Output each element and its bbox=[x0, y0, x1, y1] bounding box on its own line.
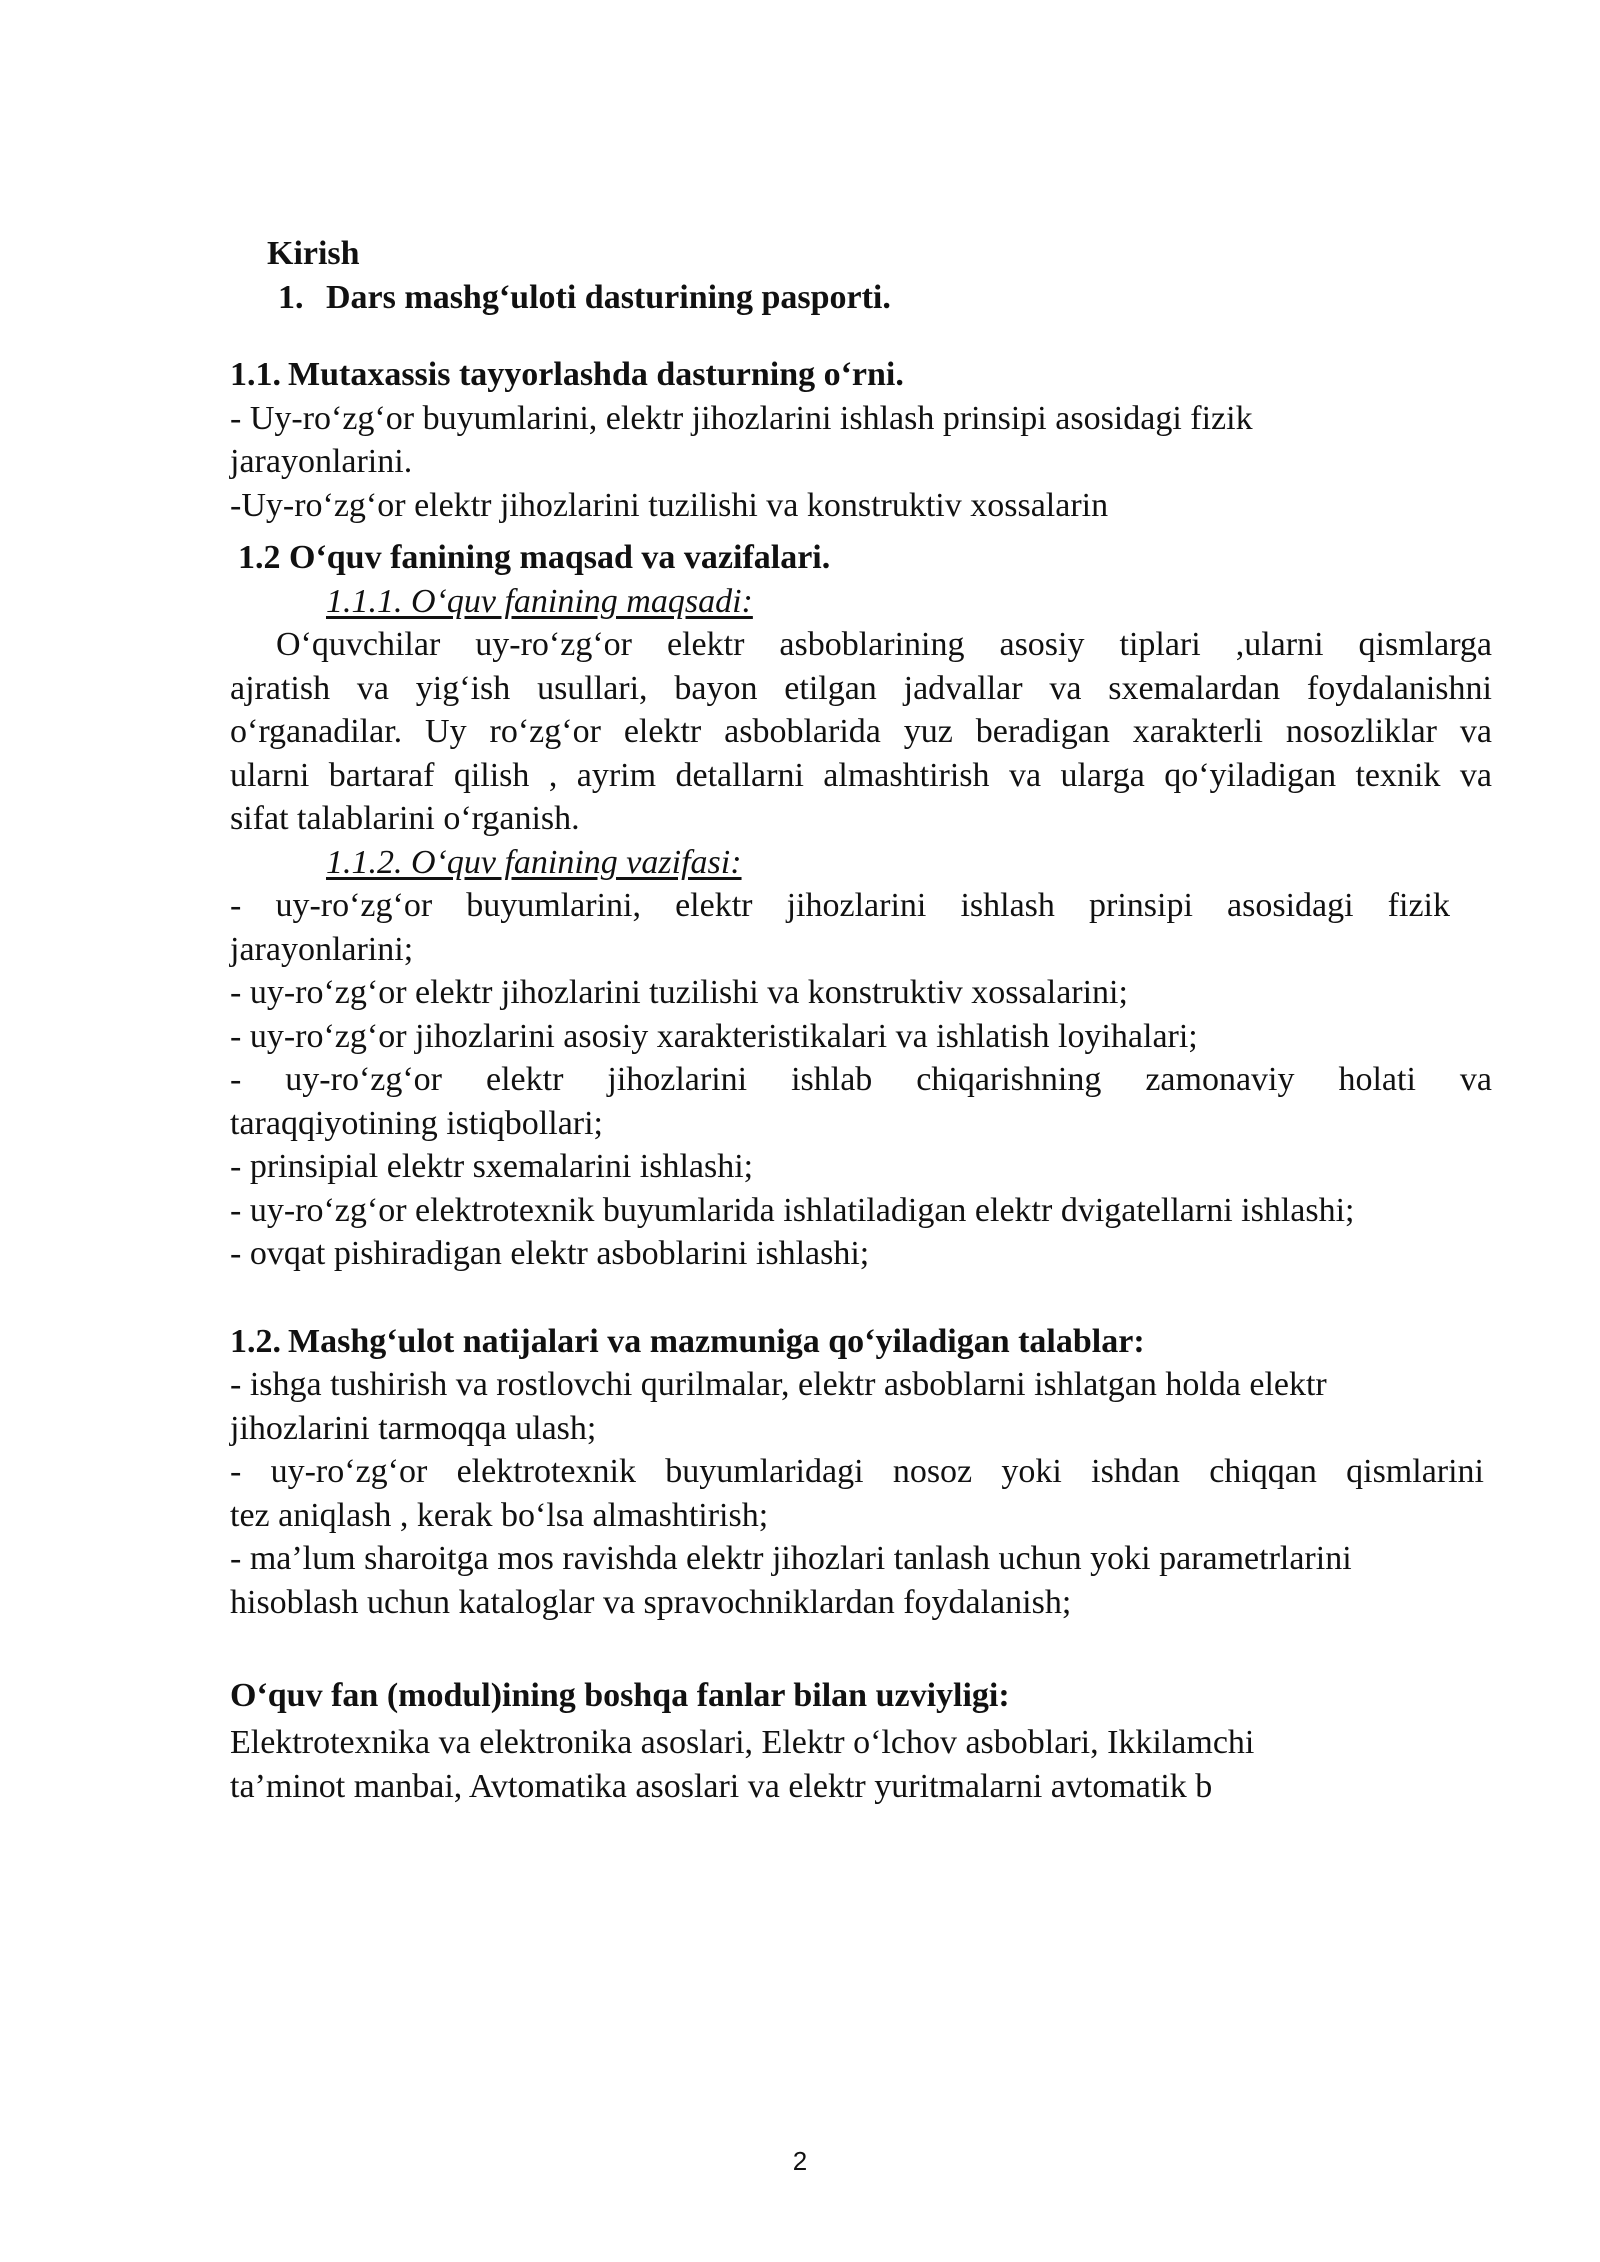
vazifa-line: - uy-ro‘zg‘or jihozlarini asosiy xarakteristikalari va ishlatish loyihalari; bbox=[230, 1018, 1198, 1055]
vazifa-line: - uy-ro‘zg‘or elektr jihozlarini tuzilishi va konstruktiv xossalarini; bbox=[230, 974, 1128, 1011]
section-1-2-heading: 1.2 O‘quv fanining maqsad va vazifalari. bbox=[238, 539, 831, 576]
vazifa-line: taraqqiyotining istiqbollari; bbox=[230, 1105, 604, 1142]
vazifa-line: - ovqat pishiradigan elektr asboblarini ishlashi; bbox=[230, 1235, 870, 1272]
talab-line: - ishga tushirish va rostlovchi qurilmalar, elektr asboblarni ishlatgan holda elektr bbox=[230, 1366, 1327, 1403]
vazifa-line: jarayonlarini; bbox=[230, 931, 414, 968]
uzviylik-line: Elektrotexnika va elektronika asoslari, Elektr o‘lchov asboblari, Ikkilamchi bbox=[230, 1724, 1255, 1761]
maqsad-line: sifat talablarini o‘rganish. bbox=[230, 800, 580, 837]
vazifa-line: - uy-ro‘zg‘or elektrotexnik buyumlarida ishlatiladigan elektr dvigatellarni ishlashi; bbox=[230, 1192, 1355, 1229]
section-1-1-heading bbox=[230, 353, 904, 397]
talab-line: tez aniqlash , kerak bo‘lsa almashtirish; bbox=[230, 1497, 769, 1534]
section-1-2-results-heading bbox=[230, 1320, 1145, 1364]
maqsad-line: O‘quvchilar uy-ro‘zg‘or elektr asboblarining asosiy tiplari ,ularni qismlarga bbox=[276, 626, 1492, 663]
vazifa-line: - uy-ro‘zg‘or elektr jihozlarini ishlab chiqarishning zamonaviy holati va bbox=[230, 1061, 1492, 1098]
vazifa-line: - prinsipial elektr sxemalarini ishlashi; bbox=[230, 1148, 754, 1185]
kirish-heading: Kirish bbox=[267, 235, 360, 272]
talab-line: - uy-ro‘zg‘or elektrotexnik buyumlaridagi nosoz yoki ishdan chiqqan qismlarini bbox=[230, 1453, 1484, 1490]
paragraph-line: - Uy-ro‘zg‘or buyumlarini, elektr jihozlarini ishlash prinsipi asosidagi fizik bbox=[230, 400, 1253, 437]
uzviylik-line: ta’minot manbai, Avtomatika asoslari va elektr yuritmalarni avtomatik b bbox=[230, 1768, 1213, 1805]
talab-line: - ma’lum sharoitga mos ravishda elektr jihozlari tanlash uchun yoki parametrlarini bbox=[230, 1540, 1352, 1577]
section-1-heading bbox=[278, 276, 891, 320]
talab-line: jihozlarini tarmoqqa ulash; bbox=[230, 1410, 597, 1447]
section-1-number: 1. bbox=[278, 279, 304, 316]
talab-line: hisoblash uchun kataloglar va spravochniklardan foydalanish; bbox=[230, 1584, 1072, 1621]
maqsad-line: ularni bartaraf qilish , ayrim detallarni almashtirish va ularga qo‘yiladigan texnik va bbox=[230, 757, 1492, 794]
section-1-1-title: Mutaxassis tayyorlashda dasturning o‘rni. bbox=[288, 356, 904, 393]
vazifa-line: - uy-ro‘zg‘or buyumlarini, elektr jihozlarini ishlash prinsipi asosidagi fizik bbox=[230, 887, 1450, 924]
paragraph-line: -Uy-ro‘zg‘or elektr jihozlarini tuzilishi va konstruktiv xossalarin bbox=[230, 487, 1109, 524]
uzviylik-heading: O‘quv fan (modul)ining boshqa fanlar bilan uzviyligi: bbox=[230, 1677, 1010, 1714]
section-1-1-number: 1.1. bbox=[230, 356, 281, 393]
maqsad-line: ajratish va yig‘ish usullari, bayon etilgan jadvallar va sxemalardan foydalanishni bbox=[230, 670, 1492, 707]
section-1-2-results-number: 1.2. bbox=[230, 1323, 281, 1360]
subsection-maqsadi-heading: 1.1.1. O‘quv fanining maqsadi: bbox=[326, 583, 753, 620]
subsection-vazifasi-heading: 1.1.2. O‘quv fanining vazifasi: bbox=[326, 844, 742, 881]
maqsad-line: o‘rganadilar. Uy ro‘zg‘or elektr asboblarida yuz beradigan xarakterli nosozliklar va bbox=[230, 713, 1492, 750]
paragraph-line: jarayonlarini. bbox=[230, 443, 413, 480]
section-1-2-results-title: Mashg‘ulot natijalari va mazmuniga qo‘yiladigan talablar: bbox=[288, 1323, 1145, 1360]
section-1-title: Dars mashg‘uloti dasturining pasporti. bbox=[326, 279, 891, 316]
page-number: 2 bbox=[792, 2146, 808, 2176]
